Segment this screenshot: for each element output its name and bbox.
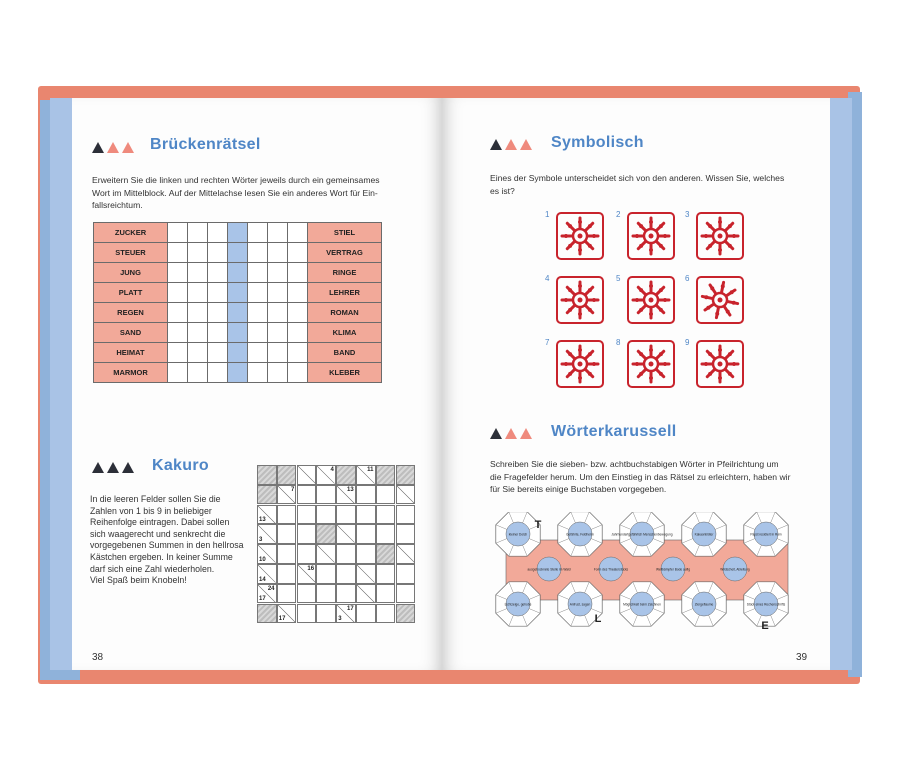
bridge-letter-cell[interactable]: [268, 363, 288, 383]
kakuro-clue-cell: [316, 544, 336, 564]
carousel-clue-text: Lichtzeige, gehobe: [504, 602, 532, 607]
kakuro-empty-cell[interactable]: [376, 505, 396, 525]
bridge-letter-cell[interactable]: [168, 243, 188, 263]
intro-line: Kästchen ergeben. In keiner Summe: [90, 551, 233, 562]
kakuro-empty-cell[interactable]: [316, 604, 336, 624]
kakuro-clue-cell: 4: [316, 465, 336, 485]
bridge-title: Brückenrätsel: [150, 136, 261, 153]
symbol-stamp-icon[interactable]: [696, 340, 744, 388]
kakuro-empty-cell[interactable]: [316, 485, 336, 505]
carousel-clue-text: Ziergeflaume: [694, 602, 714, 607]
triangle-icon: [505, 428, 517, 439]
kakuro-clue-cell: [336, 465, 356, 485]
page-number-right: 39: [796, 652, 808, 663]
kakuro-empty-cell[interactable]: [356, 544, 376, 564]
bridge-letter-cell[interactable]: [288, 263, 308, 283]
bridge-right-word: KLEBER: [308, 363, 382, 383]
symbol-number: 8: [616, 338, 621, 347]
kakuro-empty-cell[interactable]: [396, 524, 416, 544]
bridge-solution-cell[interactable]: [228, 263, 248, 283]
kakuro-clue-cell: [277, 465, 297, 485]
carousel-clue-text: Papst residiert in Rom: [750, 532, 782, 537]
bridge-row: [94, 223, 382, 243]
kakuro-empty-cell[interactable]: [396, 584, 416, 604]
kakuro-clue-cell: [376, 465, 396, 485]
karussell-intro: [490, 458, 820, 496]
carousel-clue-text: Jahrhundertgefährlich Menschenbewegung: [611, 532, 673, 537]
symbol-stamp-icon[interactable]: [556, 340, 604, 388]
triangle-icon: [520, 139, 532, 150]
karussell-title: Wörterkarussell: [551, 423, 677, 440]
bridge-left-word: JUNG: [94, 263, 168, 283]
triangle-icon: [490, 428, 502, 439]
bridge-letter-cell[interactable]: [188, 283, 208, 303]
carousel-clue-text: Weltkämpfer Bode aufig: [656, 567, 690, 572]
bridge-row: [94, 243, 382, 263]
bridge-solution-cell[interactable]: [228, 323, 248, 343]
kakuro-clue-cell: [376, 544, 396, 564]
kakuro-empty-cell[interactable]: [336, 544, 356, 564]
bridge-left-word: REGEN: [94, 303, 168, 323]
symbol-stamp-icon[interactable]: [696, 276, 744, 324]
bridge-letter-cell[interactable]: [288, 323, 308, 343]
bridge-letter-cell[interactable]: [188, 303, 208, 323]
right-page-blue-margin: [830, 98, 852, 670]
bridge-letter-cell[interactable]: [268, 263, 288, 283]
bridge-letter-cell[interactable]: [168, 363, 188, 383]
bridge-letter-cell[interactable]: [268, 323, 288, 343]
bridge-left-word: SAND: [94, 323, 168, 343]
triangle-icon: [92, 462, 104, 473]
bridge-row: [94, 263, 382, 283]
symbol-stamp-icon[interactable]: [627, 276, 675, 324]
intro-line: Erweitern Sie die linken und rechten Wörter jeweils durch ein gemeinsames: [92, 175, 380, 185]
kakuro-empty-cell[interactable]: [297, 604, 317, 624]
kakuro-clue-cell: [257, 465, 277, 485]
bridge-letter-cell[interactable]: [168, 283, 188, 303]
carousel-clue-text: Gefährte, Feldherrn: [566, 532, 594, 537]
bridge-letter-cell[interactable]: [168, 263, 188, 283]
kakuro-clue-cell: 17 24: [259, 585, 275, 603]
kakuro-empty-cell[interactable]: [297, 584, 317, 604]
kakuro-clue-cell: [297, 465, 317, 485]
bridge-letter-cell[interactable]: [208, 363, 228, 383]
kakuro-clue-cell: 16: [297, 564, 317, 584]
symbolisch-intro: [490, 172, 810, 197]
kakuro-intro: [90, 494, 250, 587]
bridge-letter-cell[interactable]: [168, 323, 188, 343]
kakuro-empty-cell[interactable]: [297, 524, 317, 544]
kakuro-empty-cell[interactable]: [277, 544, 297, 564]
bridge-letter-cell[interactable]: [208, 263, 228, 283]
bridge-letter-cell[interactable]: [288, 303, 308, 323]
bridge-row: [94, 343, 382, 363]
kakuro-clue-cell: [396, 485, 416, 505]
bridge-left-word: ZUCKER: [94, 223, 168, 243]
symbol-number: 5: [616, 274, 621, 283]
kakuro-clue-cell: 3: [257, 524, 277, 544]
kakuro-empty-cell[interactable]: [277, 505, 297, 525]
symbol-stamp-icon[interactable]: [556, 276, 604, 324]
bridge-letter-cell[interactable]: [288, 363, 308, 383]
bridge-right-word: KLIMA: [308, 323, 382, 343]
kakuro-clue-cell: [396, 544, 416, 564]
symbol-stamp-icon[interactable]: [696, 212, 744, 260]
bridge-letter-cell[interactable]: [188, 343, 208, 363]
bridge-intro: [92, 174, 422, 212]
bridge-letter-cell[interactable]: [288, 223, 308, 243]
intro-line: darf sich eine Zahl wiederholen.: [90, 563, 215, 574]
bridge-letter-cell[interactable]: [248, 323, 268, 343]
bridge-letter-cell[interactable]: [248, 263, 268, 283]
bridge-letter-cell[interactable]: [288, 243, 308, 263]
kakuro-clue-cell: [356, 564, 376, 584]
kakuro-empty-cell[interactable]: [277, 564, 297, 584]
symbol-number: 4: [545, 274, 550, 283]
bridge-letter-cell[interactable]: [268, 303, 288, 323]
symbol-number: 7: [545, 338, 550, 347]
kakuro-empty-cell[interactable]: [356, 485, 376, 505]
carousel-clue-text: Wildscheit, Ableitung: [720, 567, 750, 572]
bridge-row: [94, 283, 382, 303]
kakuro-empty-cell[interactable]: [376, 485, 396, 505]
kakuro-title: Kakuro: [152, 457, 209, 474]
intro-line: Eines der Symbole unterscheidet sich von den anderen. Wissen Sie, welches: [490, 173, 785, 183]
carousel-clue-text: kleiner Dolch: [508, 532, 528, 537]
kakuro-clue-cell: 10: [257, 544, 277, 564]
bridge-solution-cell[interactable]: [228, 343, 248, 363]
kakuro-clue-cell: [396, 604, 416, 624]
carousel-given-letter: T: [534, 519, 542, 531]
kakuro-clue-cell: 7: [277, 485, 297, 505]
bridge-letter-cell[interactable]: [248, 223, 268, 243]
triangle-icon: [505, 139, 517, 150]
bridge-left-word: STEUER: [94, 243, 168, 263]
triangle-icon: [122, 462, 134, 473]
triangle-icon: [107, 462, 119, 473]
bridge-letter-cell[interactable]: [248, 303, 268, 323]
word-carousel-puzzle: [488, 512, 806, 642]
bridge-letter-cell[interactable]: [268, 223, 288, 243]
intro-line: Zahlen von 1 bis 9 in beliebiger: [90, 505, 212, 516]
kakuro-clue-cell: 14: [257, 564, 277, 584]
kakuro-empty-cell[interactable]: [336, 505, 356, 525]
bridge-letter-cell[interactable]: [268, 243, 288, 263]
kakuro-empty-cell[interactable]: [297, 505, 317, 525]
kakuro-empty-cell[interactable]: [277, 584, 297, 604]
symbol-number: 6: [685, 274, 690, 283]
bridge-row: [94, 323, 382, 343]
bridge-right-word: VERTRAG: [308, 243, 382, 263]
kakuro-empty-cell[interactable]: [376, 564, 396, 584]
bridge-solution-cell[interactable]: [228, 243, 248, 263]
carousel-given-letter: L: [594, 613, 602, 625]
bridge-right-word: ROMAN: [308, 303, 382, 323]
intro-line: Reihenfolge eintragen. Dabei sollen: [90, 517, 230, 528]
bridge-right-word: BAND: [308, 343, 382, 363]
bridge-letter-cell[interactable]: [168, 343, 188, 363]
bridge-letter-cell[interactable]: [208, 343, 228, 363]
kakuro-clue-cell: [336, 524, 356, 544]
kakuro-empty-cell[interactable]: [356, 524, 376, 544]
kakuro-empty-cell[interactable]: [297, 485, 317, 505]
bridge-letter-cell[interactable]: [188, 263, 208, 283]
bridge-puzzle-grid: [93, 222, 382, 383]
bridge-right-word: RINGE: [308, 263, 382, 283]
bridge-right-word: STIEL: [308, 223, 382, 243]
symbolisch-title: Symbolisch: [551, 134, 644, 151]
bridge-letter-cell[interactable]: [208, 303, 228, 323]
bridge-letter-cell[interactable]: [208, 323, 228, 343]
bridge-letter-cell[interactable]: [248, 243, 268, 263]
bridge-row: [94, 363, 382, 383]
kakuro-clue-cell: [316, 524, 336, 544]
bridge-solution-cell[interactable]: [228, 303, 248, 323]
kakuro-empty-cell[interactable]: [396, 505, 416, 525]
bridge-letter-cell[interactable]: [168, 303, 188, 323]
kakuro-clue-cell: [257, 485, 277, 505]
bridge-letter-cell[interactable]: [248, 363, 268, 383]
intro-line: sich waagerecht und senkrecht die: [90, 528, 226, 539]
bridge-letter-cell[interactable]: [168, 223, 188, 243]
bridge-letter-cell[interactable]: [208, 243, 228, 263]
triangle-icon: [107, 142, 119, 153]
intro-line: Schreiben Sie die sieben- bzw. achtbuchstabigen Wörter in Pfeilrichtung um: [490, 459, 779, 469]
triangle-icon: [92, 142, 104, 153]
kakuro-empty-cell[interactable]: [316, 564, 336, 584]
carousel-clue-text: Kakaonblüter: [694, 532, 714, 537]
carousel-clue-text: Stück eines Rechenschrifts: [746, 602, 786, 607]
kakuro-empty-cell[interactable]: [316, 505, 336, 525]
intro-line: fallsreichtum.: [92, 200, 143, 210]
bridge-letter-cell[interactable]: [208, 283, 228, 303]
bridge-letter-cell[interactable]: [288, 283, 308, 303]
bridge-letter-cell[interactable]: [288, 343, 308, 363]
bridge-letter-cell[interactable]: [268, 283, 288, 303]
bridge-letter-cell[interactable]: [188, 323, 208, 343]
kakuro-empty-cell[interactable]: [376, 584, 396, 604]
symbol-stamp-icon[interactable]: [627, 340, 675, 388]
page-number-left: 38: [92, 652, 104, 663]
symbol-number: 1: [545, 210, 550, 219]
intro-line: Wort im Mittelblock. Auf der Mittelachse lesen Sie ein anderes Wort für Ein-: [92, 187, 378, 198]
carousel-given-letter: E: [761, 620, 769, 632]
bridge-solution-cell[interactable]: [228, 223, 248, 243]
kakuro-empty-cell[interactable]: [277, 524, 297, 544]
bridge-row: [94, 303, 382, 323]
kakuro-clue-cell: 13: [336, 485, 356, 505]
triangle-icon: [520, 428, 532, 439]
bridge-left-word: PLATT: [94, 283, 168, 303]
triangle-icon: [122, 142, 134, 153]
kakuro-clue-cell: 17: [277, 604, 297, 624]
left-page-blue-margin: [50, 98, 72, 670]
kakuro-empty-cell[interactable]: [336, 584, 356, 604]
kakuro-empty-cell[interactable]: [376, 524, 396, 544]
kakuro-empty-cell[interactable]: [297, 544, 317, 564]
bridge-letter-cell[interactable]: [188, 243, 208, 263]
intro-line: die Fragefelder herum. Um den Einstieg in das Rätsel zu erleichtern, haben wir: [490, 471, 791, 482]
bridge-letter-cell[interactable]: [188, 223, 208, 243]
carousel-clue-text: Form des Theaterstücks: [593, 567, 629, 572]
bridge-left-word: MARMOR: [94, 363, 168, 383]
kakuro-empty-cell[interactable]: [396, 564, 416, 584]
kakuro-clue-cell: [396, 465, 416, 485]
symbol-stamp-icon[interactable]: [556, 212, 604, 260]
kakuro-clue-cell: 3 17: [338, 605, 354, 623]
bridge-left-word: HEIMAT: [94, 343, 168, 363]
carousel-clue-text: Anfrust, sagen: [569, 602, 591, 607]
kakuro-clue-cell: [257, 604, 277, 624]
kakuro-empty-cell[interactable]: [356, 505, 376, 525]
bridge-letter-cell[interactable]: [188, 363, 208, 383]
kakuro-empty-cell[interactable]: [316, 584, 336, 604]
bridge-solution-cell[interactable]: [228, 283, 248, 303]
intro-line: In die leeren Felder sollen Sie die: [90, 494, 221, 504]
bridge-letter-cell[interactable]: [268, 343, 288, 363]
triangle-icon: [490, 139, 502, 150]
carousel-clue-text: Möglichkeit beim Zeichnen: [623, 602, 661, 607]
carousel-clue-text: ausgetrocknete Stelle im Wald: [527, 567, 571, 572]
intro-line: es ist?: [490, 185, 515, 196]
kakuro-clue-cell: 11: [356, 465, 376, 485]
bridge-letter-cell[interactable]: [208, 223, 228, 243]
bridge-letter-cell[interactable]: [248, 343, 268, 363]
kakuro-clue-cell: 13: [257, 505, 277, 525]
intro-line: für Sie bereits einige Buchstaben vorgegeben.: [490, 484, 667, 494]
intro-line: vorgegebenen Summen in den hellrosa: [90, 540, 244, 551]
kakuro-empty-cell[interactable]: [356, 604, 376, 624]
symbol-stamp-icon[interactable]: [627, 212, 675, 260]
symbol-number: 9: [685, 338, 690, 347]
intro-line: Viel Spaß beim Knobeln!: [90, 575, 187, 586]
symbol-number: 2: [616, 210, 621, 219]
bridge-letter-cell[interactable]: [248, 283, 268, 303]
bridge-right-word: LEHRER: [308, 283, 382, 303]
symbol-number: 3: [685, 210, 690, 219]
kakuro-clue-cell: [356, 584, 376, 604]
kakuro-empty-cell[interactable]: [336, 564, 356, 584]
kakuro-empty-cell[interactable]: [376, 604, 396, 624]
bridge-solution-cell[interactable]: [228, 363, 248, 383]
